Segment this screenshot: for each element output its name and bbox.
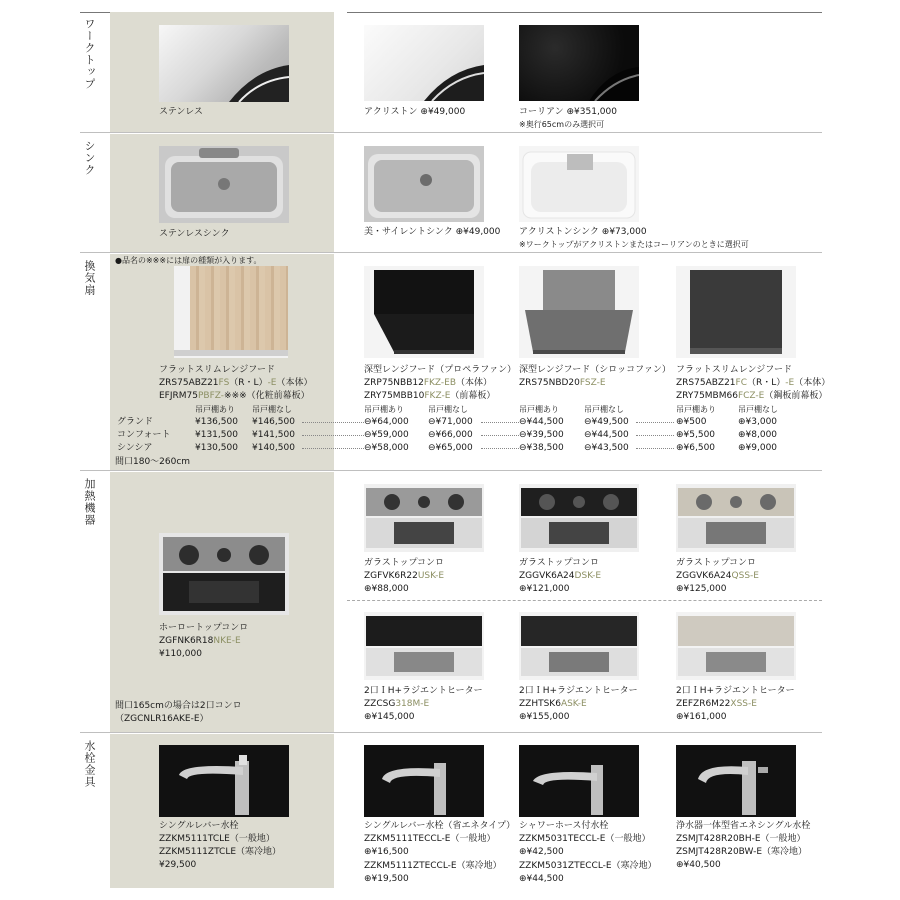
- hood-flat-steel-model1: ZRS75ABZ21FC（R・L）-E（本体）: [676, 378, 831, 388]
- section-divider: [80, 732, 822, 733]
- hood-std-price: ¥141,500: [252, 430, 295, 440]
- hood-flat-steel-name: フラットスリムレンジフード: [676, 365, 793, 375]
- cooktop-standard-model: ZGFNK6R18NKE-E: [159, 636, 241, 646]
- category-hood: 換気扇: [83, 260, 96, 296]
- hood-propeller-price: ⊖¥66,000: [428, 430, 473, 440]
- worktop-corian-image: [519, 25, 639, 101]
- faucet-eco-model1: ZZKM5111TECCL-E（一般地）: [364, 834, 496, 844]
- cooktop-inner-divider: [347, 600, 822, 601]
- cooktop-ih-2-image: [519, 612, 639, 680]
- sink-standard-label: ステンレスシンク: [159, 229, 230, 239]
- hood-propeller-model1: ZRP75NBB12FKZ-EB（本体）: [364, 378, 493, 388]
- hood-sirocco-price: ⊖¥43,500: [584, 443, 629, 453]
- leader-line: [481, 422, 519, 423]
- cooktop-ih-name: 2口ＩH+ラジエントヒーター: [364, 686, 483, 696]
- cooktop-standard-price: ¥110,000: [159, 649, 202, 659]
- category-worktop: ワークトップ: [83, 18, 96, 90]
- hood-flat-steel-price: ⊕¥8,000: [738, 430, 778, 440]
- leader-line: [481, 448, 519, 449]
- cooktop-ih-price: ⊕¥155,000: [519, 712, 570, 722]
- faucet-shower-price2: ⊕¥44,500: [519, 874, 564, 884]
- hood-opening-note: 間口180〜260cm: [115, 457, 191, 467]
- worktop-acryl-image: [364, 25, 484, 101]
- faucet-purifier-image: [676, 745, 796, 817]
- cooktop-gas-model: ZGFVK6R22USK-E: [364, 571, 445, 581]
- hood-propeller-col-a: 吊戸棚あり: [364, 405, 404, 414]
- hood-grade-2: コンフォート: [117, 430, 171, 440]
- sink-acryl-label: アクリストンシンク ⊕¥73,000: [519, 227, 647, 237]
- hood-flat-steel-price: ⊕¥500: [676, 417, 707, 427]
- cooktop-ih-price: ⊕¥161,000: [676, 712, 727, 722]
- cooktop-gas-1-image: [364, 484, 484, 552]
- worktop-stainless-image: [159, 25, 289, 102]
- cooktop-gas-model: ZGGVK6A24DSK-E: [519, 571, 602, 581]
- hood-propeller-model2: ZRY75MBB10FKZ-E（前幕板）: [364, 391, 496, 401]
- faucet-standard-image: [159, 745, 289, 817]
- faucet-standard-name: シングルレバー水栓: [159, 821, 239, 831]
- category-sink: シンク: [83, 140, 96, 176]
- hood-std-price: ¥136,500: [195, 417, 238, 427]
- category-cooktop: 加熱機器: [83, 478, 96, 526]
- faucet-eco-image: [364, 745, 484, 817]
- hood-propeller-price: ⊖¥64,000: [364, 417, 409, 427]
- hood-sirocco-col-b: 吊戸棚なし: [584, 405, 624, 414]
- leader-line: [302, 422, 364, 423]
- cooktop-gas-2-image: [519, 484, 639, 552]
- worktop-corian-label: コーリアン ⊕¥351,000: [519, 107, 617, 117]
- hood-std-price: ¥131,500: [195, 430, 238, 440]
- cooktop-ih-model: ZEFZR6M22XSS-E: [676, 699, 757, 709]
- hood-flat-steel-col-b: 吊戸棚なし: [738, 405, 778, 414]
- cooktop-ih-price: ⊕¥145,000: [364, 712, 415, 722]
- hood-flat-steel-model2: ZRY75MBM66FCZ-E（鋼板前幕板）: [676, 391, 828, 401]
- faucet-eco-price2: ⊕¥19,500: [364, 874, 409, 884]
- faucet-shower-image: [519, 745, 639, 817]
- cooktop-ih-name: 2口ＩH+ラジエントヒーター: [676, 686, 795, 696]
- cooktop-gas-price: ⊕¥125,000: [676, 584, 727, 594]
- faucet-purifier-name: 浄水器一体型省エネシングル水栓: [676, 821, 811, 831]
- hood-standard-col-b: 吊戸棚なし: [252, 405, 292, 414]
- hood-sirocco-price: ⊖¥44,500: [584, 430, 629, 440]
- faucet-shower-name: シャワーホース付水栓: [519, 821, 609, 831]
- cooktop-gas-3-image: [676, 484, 796, 552]
- cooktop-standard-image: [159, 533, 289, 615]
- cooktop-note-2: （ZGCNLR16AKE-E）: [115, 714, 209, 724]
- hood-propeller-name: 深型レンジフード（プロペラファン）: [364, 365, 517, 375]
- hood-sirocco-col-a: 吊戸棚あり: [519, 405, 559, 414]
- cooktop-note-1: 間口165cmの場合は2口コンロ: [115, 701, 242, 711]
- hood-grade-1: グランド: [117, 417, 154, 427]
- hood-flat-steel-col-a: 吊戸棚あり: [676, 405, 716, 414]
- hood-flat-steel-price: ⊕¥9,000: [738, 443, 778, 453]
- hood-sirocco-image: [519, 266, 639, 358]
- hood-standard-name: フラットスリムレンジフード: [159, 365, 276, 375]
- hood-standard-model1: ZRS75ABZ21FS（R・L）-E（本体）: [159, 378, 313, 388]
- hood-sirocco-model1: ZRS75NBD20FSZ-E: [519, 378, 606, 388]
- leader-line: [302, 448, 364, 449]
- faucet-shower-price1: ⊕¥42,500: [519, 847, 564, 857]
- hood-propeller-price: ⊖¥59,000: [364, 430, 409, 440]
- sink-stainless-image: [159, 146, 289, 223]
- hood-propeller-price: ⊖¥58,000: [364, 443, 409, 453]
- hood-propeller-price: ⊖¥71,000: [428, 417, 473, 427]
- hood-note: ●品名の※※※には扉の種類が入ります。: [115, 256, 262, 265]
- faucet-shower-model1: ZZKM5031TECCL-E（一般地）: [519, 834, 651, 844]
- leader-line: [636, 435, 674, 436]
- section-divider: [80, 132, 822, 133]
- hood-propeller-image: [364, 266, 484, 358]
- faucet-purifier-price: ⊕¥40,500: [676, 860, 721, 870]
- hood-standard-model2: EFJRM75PBFZ-※※※（化粧前幕板）: [159, 391, 310, 401]
- sink-acryl-image: [519, 146, 639, 222]
- cooktop-ih-1-image: [364, 612, 484, 680]
- cooktop-gas-name: ガラストップコンロ: [676, 558, 757, 568]
- hood-standard-image: [174, 266, 288, 358]
- sink-silent-image: [364, 146, 484, 222]
- hood-std-price: ¥130,500: [195, 443, 238, 453]
- faucet-standard-price: ¥29,500: [159, 860, 197, 870]
- hood-std-price: ¥140,500: [252, 443, 295, 453]
- hood-sirocco-name: 深型レンジフード（シロッコファン）: [519, 365, 671, 375]
- hood-sirocco-price: ⊖¥39,500: [519, 430, 564, 440]
- cooktop-gas-price: ⊕¥88,000: [364, 584, 409, 594]
- leader-line: [636, 448, 674, 449]
- section-divider: [80, 252, 822, 253]
- faucet-standard-model2: ZZKM5111ZTCLE（寒冷地）: [159, 847, 282, 857]
- cooktop-standard-name: ホーロートップコンロ: [159, 623, 249, 633]
- top-rule-right: [347, 12, 822, 13]
- sink-acryl-note: ※ワークトップがアクリストンまたはコーリアンのときに選択可: [519, 240, 749, 249]
- hood-std-price: ¥146,500: [252, 417, 295, 427]
- faucet-eco-price1: ⊕¥16,500: [364, 847, 409, 857]
- leader-line: [302, 435, 364, 436]
- hood-sirocco-price: ⊖¥44,500: [519, 417, 564, 427]
- hood-propeller-col-b: 吊戸棚なし: [428, 405, 468, 414]
- leader-line: [636, 422, 674, 423]
- cooktop-gas-name: ガラストップコンロ: [519, 558, 600, 568]
- cooktop-gas-model: ZGGVK6A24QSS-E: [676, 571, 759, 581]
- cooktop-ih-3-image: [676, 612, 796, 680]
- worktop-standard-label: ステンレス: [159, 107, 203, 117]
- hood-grade-3: シンシア: [117, 443, 153, 453]
- hood-propeller-price: ⊖¥65,000: [428, 443, 473, 453]
- sink-silent-label: 美・サイレントシンク ⊕¥49,000: [364, 227, 501, 237]
- hood-flat-steel-price: ⊕¥6,500: [676, 443, 716, 453]
- hood-sirocco-price: ⊖¥49,500: [584, 417, 629, 427]
- cooktop-ih-model: ZZCSG318M-E: [364, 699, 430, 709]
- worktop-corian-note: ※奥行65cmのみ選択可: [519, 120, 605, 129]
- hood-flat-steel-price: ⊕¥5,500: [676, 430, 716, 440]
- faucet-purifier-model1: ZSMJT428R20BH-E（一般地）: [676, 834, 806, 844]
- hood-flat-steel-image: [676, 266, 796, 358]
- hood-flat-steel-price: ⊕¥3,000: [738, 417, 778, 427]
- cooktop-gas-price: ⊕¥121,000: [519, 584, 570, 594]
- leader-line: [481, 435, 519, 436]
- section-divider: [80, 470, 822, 471]
- hood-sirocco-price: ⊖¥38,500: [519, 443, 564, 453]
- faucet-standard-model1: ZZKM5111TCLE（一般地）: [159, 834, 275, 844]
- cooktop-gas-name: ガラストップコンロ: [364, 558, 445, 568]
- cooktop-ih-model: ZZHTSK6ASK-E: [519, 699, 587, 709]
- faucet-shower-model2: ZZKM5031ZTECCL-E（寒冷地）: [519, 861, 657, 871]
- hood-standard-col-a: 吊戸棚あり: [195, 405, 235, 414]
- faucet-eco-model2: ZZKM5111ZTECCL-E（寒冷地）: [364, 861, 502, 871]
- category-faucet: 水栓金具: [83, 740, 96, 788]
- worktop-acryl-label: アクリストン ⊕¥49,000: [364, 107, 466, 117]
- faucet-eco-name: シングルレバー水栓（省エネタイプ）: [364, 821, 516, 831]
- faucet-purifier-model2: ZSMJT428R20BW-E（寒冷地）: [676, 847, 808, 857]
- cooktop-ih-name: 2口ＩH+ラジエントヒーター: [519, 686, 638, 696]
